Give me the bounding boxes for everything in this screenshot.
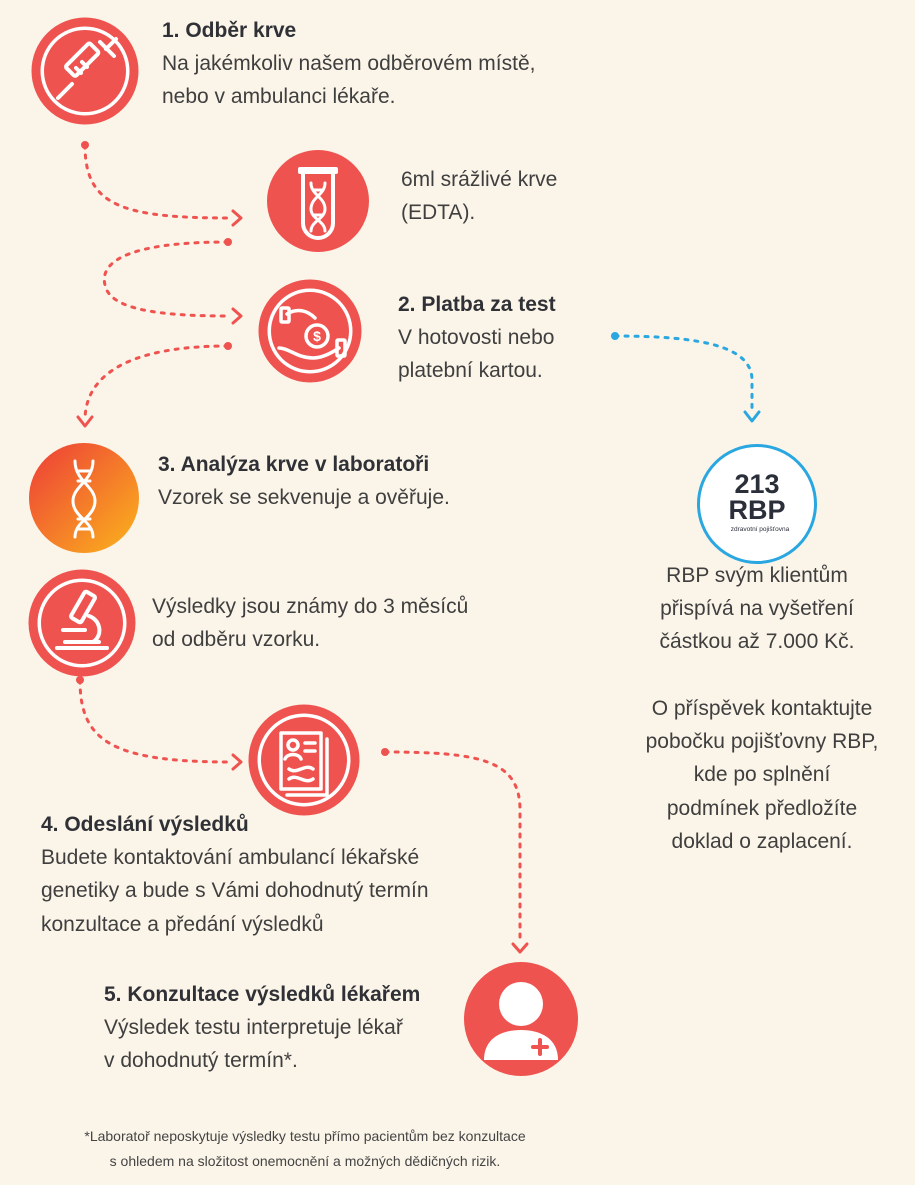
footnote-line: *Laboratoř neposkytuje výsledky testu přímo pacientům bez konzultace [84, 1128, 526, 1144]
rbp-info-line: doklad o zaplacení. [671, 829, 853, 853]
rbp-info-paragraph-2 [617, 692, 907, 858]
rbp-info-line: pobočku pojišťovny RBP, [645, 730, 879, 754]
hand-coin-payment-icon [257, 278, 363, 384]
step-analyza [158, 448, 450, 514]
step-vysledky-line: od odběru vzorku. [152, 628, 321, 652]
step-konzultace-line: v dohodnutý termín*. [104, 1049, 298, 1073]
connector-platba-to-rbp [611, 332, 759, 421]
step-analyza-line: Vzorek se sekvenuje a ověřuje. [158, 486, 450, 510]
document-report-icon [247, 703, 361, 817]
step-platba-title: 2. Platba za test [398, 293, 556, 316]
connector-vysledky-to-odeslani [80, 680, 230, 762]
rbp-info-line: kde po splnění [693, 763, 831, 787]
rbp-logo-mark [700, 447, 814, 561]
doctor-icon [462, 960, 580, 1078]
step-vysledky [152, 590, 468, 656]
syringe-icon [30, 16, 140, 126]
step-odber-line: nebo v ambulanci lékaře. [162, 85, 396, 109]
footnote [0, 1124, 610, 1173]
rbp-logo [697, 444, 817, 564]
step-odber [162, 14, 535, 114]
rbp-info-line: RBP svým klientům [666, 564, 848, 587]
step-platba-line: V hotovosti nebo [398, 326, 555, 350]
step-odeslani [41, 808, 429, 941]
connector-platba-to-analyza [85, 346, 228, 420]
step-odeslani-line: konzultace a předání výsledků [41, 912, 324, 936]
step-platba [398, 288, 556, 388]
connector-1-to-tube [85, 145, 230, 218]
connector-tube-to-platba [104, 242, 230, 316]
rbp-info-paragraph-1 [612, 559, 902, 659]
step-odeslani-line: genetiky a bude s Vámi dohodnutý termín [41, 879, 429, 903]
microscope-icon [27, 568, 137, 678]
step-tube-line: (EDTA). [401, 201, 476, 225]
test-tube-dna-icon [262, 145, 374, 257]
rbp-info-line: O příspěvek kontaktujte [651, 697, 873, 720]
rbp-info-line: přispívá na vyšetření [660, 597, 854, 621]
rbp-logo-letters: RBP [728, 495, 786, 525]
step-konzultace [104, 978, 420, 1078]
rbp-logo-subtitle: zdravotní pojišťovna [730, 526, 790, 533]
step-tube [401, 163, 557, 229]
rbp-info-line: podmínek předložíte [666, 796, 858, 820]
dna-icon [27, 441, 141, 555]
step-odeslani-line: Budete kontaktování ambulancí lékařské [41, 846, 420, 870]
step-platba-line: platební kartou. [398, 359, 543, 383]
step-analyza-title: 3. Analýza krve v laboratoři [158, 453, 430, 476]
step-tube-line: 6ml srážlivé krve [401, 168, 558, 191]
step-odeslani-title: 4. Odeslání výsledků [41, 813, 249, 836]
step-konzultace-title: 5. Konzultace výsledků lékařem [104, 983, 421, 1006]
step-odber-title: 1. Odběr krve [162, 19, 297, 42]
step-vysledky-line: Výsledky jsou známy do 3 měsíců [152, 595, 469, 618]
rbp-logo-number: 213 [734, 469, 780, 499]
footnote-line: s ohledem na složitost onemocnění a možných dědičných rizik. [109, 1152, 501, 1169]
rbp-info-line: částkou až 7.000 Kč. [659, 630, 855, 654]
step-konzultace-line: Výsledek testu interpretuje lékař [104, 1016, 403, 1040]
svg-text:$: $ [313, 328, 321, 344]
step-odber-line: Na jakémkoliv našem odběrovém místě, [162, 52, 536, 76]
